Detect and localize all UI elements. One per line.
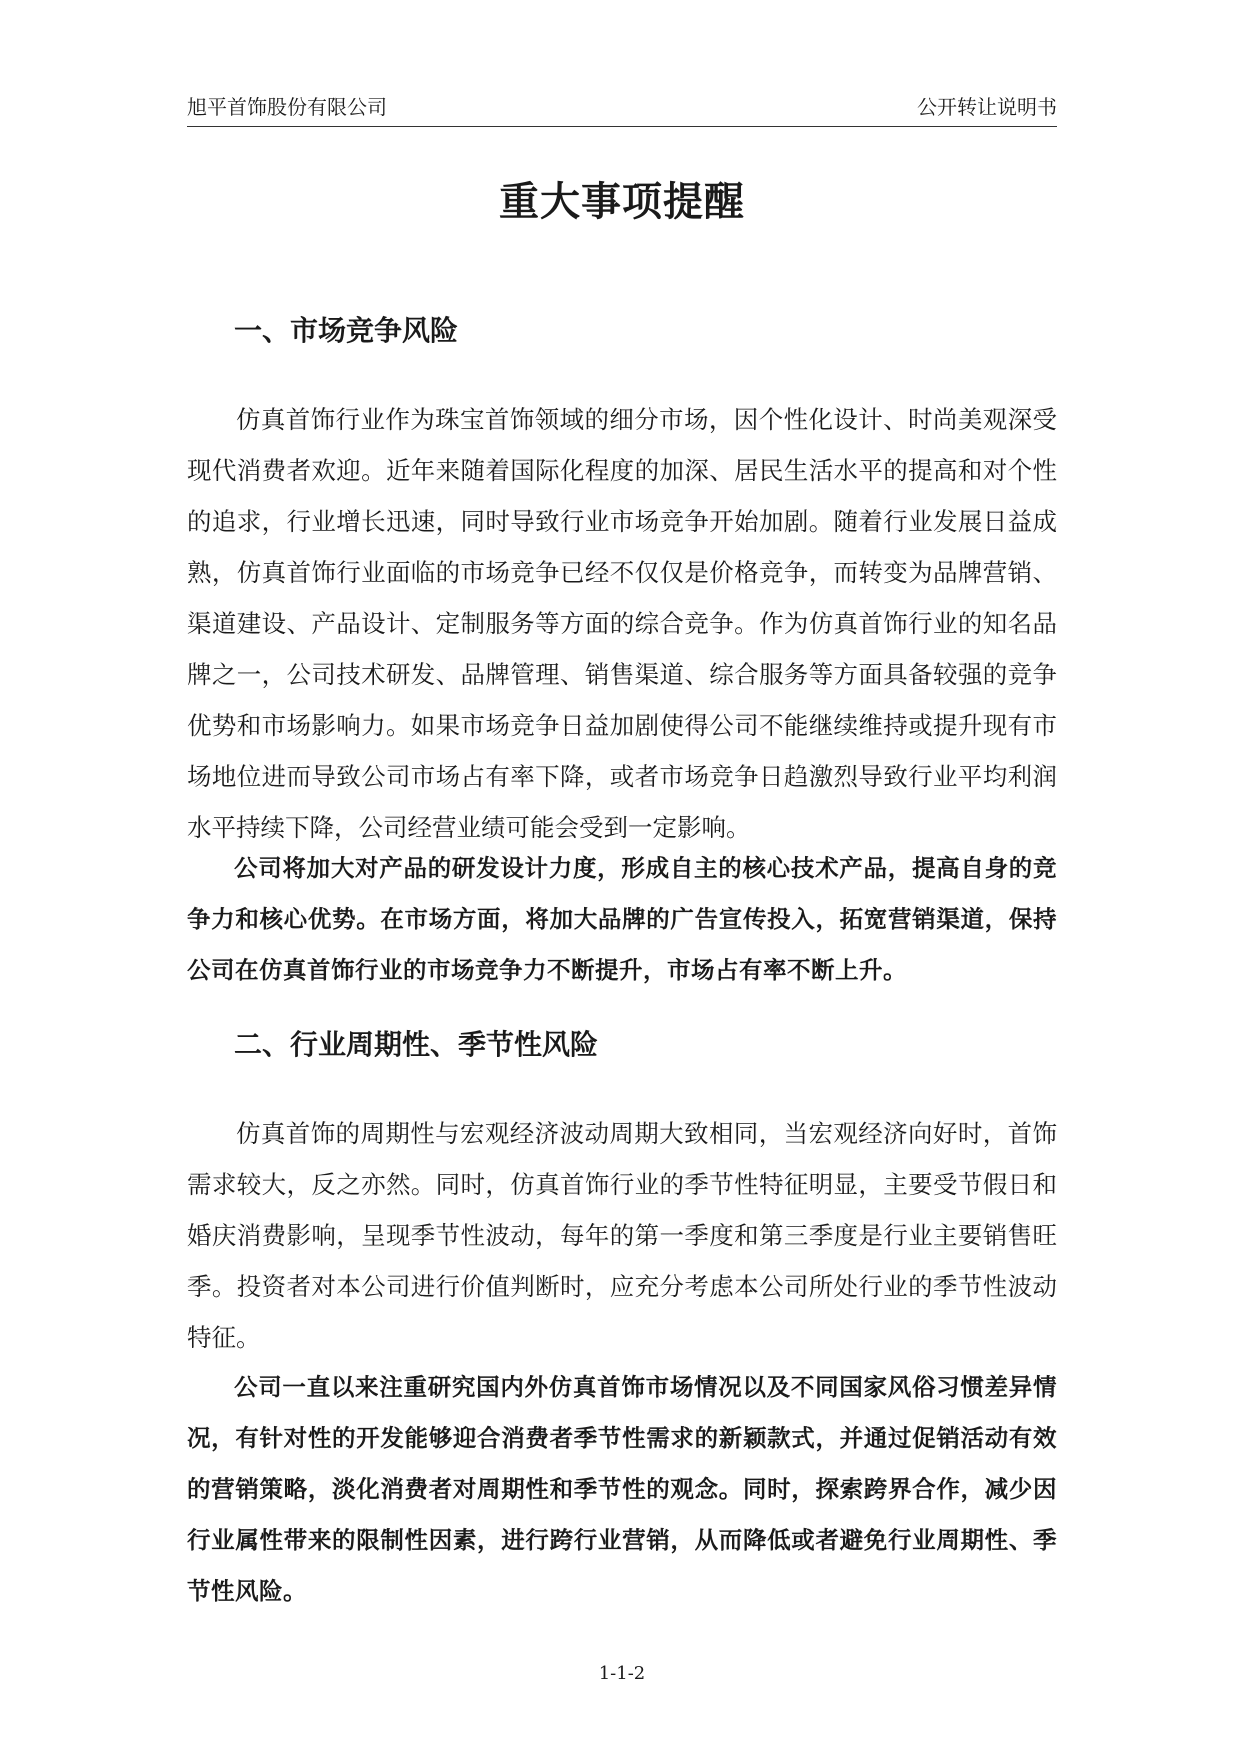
section-heading-cyclical-seasonal: 二、行业周期性、季节性风险 — [234, 1028, 599, 1061]
header-company-name: 旭平首饰股份有限公司 — [187, 95, 387, 119]
page-number: 1-1-2 — [598, 1663, 646, 1684]
section-body-cyclical-seasonal: 仿真首饰的周期性与宏观经济波动周期大致相同，当宏观经济向好时，首饰需求较大，反之亦然。同时，仿真首饰行业的季节性特征明显，主要受节假日和婚庆消费影响，呈现季节性波动，每年的第一季度和第三季度是行业主要销售旺季。投资者对本公司进行价值判断时，应充分考虑本公司所处行业的季节性波动特征。 — [187, 1119, 1057, 1352]
section-heading-market-competition: 一、市场竞争风险 — [234, 314, 459, 347]
header-document-type: 公开转让说明书 — [917, 95, 1057, 119]
section-measures-market-competition: 公司将加大对产品的研发设计力度，形成自主的核心技术产品，提高自身的竞争力和核心优势。在市场方面，将加大品牌的广告宣传投入，拓宽营销渠道，保持公司在仿真首饰行业的市场竞争力不断提升，市场占有率不断上升。 — [187, 854, 1057, 984]
page-header — [187, 92, 1057, 127]
page-title: 重大事项提醒 — [499, 179, 745, 225]
section-measures-cyclical-seasonal: 公司一直以来注重研究国内外仿真首饰市场情况以及不同国家风俗习惯差异情况，有针对性的开发能够迎合消费者季节性需求的新颖款式，并通过促销活动有效的营销策略，淡化消费者对周期性和季节性的观念。同时，探索跨界合作，减少因行业属性带来的限制性因素，进行跨行业营销，从而降低或者避免行业周期性、季节性风险。 — [187, 1373, 1057, 1605]
section-body-market-competition: 仿真首饰行业作为珠宝首饰领域的细分市场，因个性化设计、时尚美观深受现代消费者欢迎。近年来随着国际化程度的加深、居民生活水平的提高和对个性的追求，行业增长迅速，同时导致行业市场竞争开始加剧。随着行业发展日益成熟，仿真首饰行业面临的市场竞争已经不仅仅是价格竞争，而转变为品牌营销、渠道建设、产品设计、定制服务等方面的综合竞争。作为仿真首饰行业的知名品牌之一，公司技术研发、品牌管理、销售渠道、综合服务等方面具备较强的竞争优势和市场影响力。如果市场竞争日益加剧使得公司不能继续维持或提升现有市场地位进而导致公司市场占有率下降，或者市场竞争日趋激烈导致行业平均利润水平持续下降，公司经营业绩可能会受到一定影响。 — [187, 405, 1057, 842]
